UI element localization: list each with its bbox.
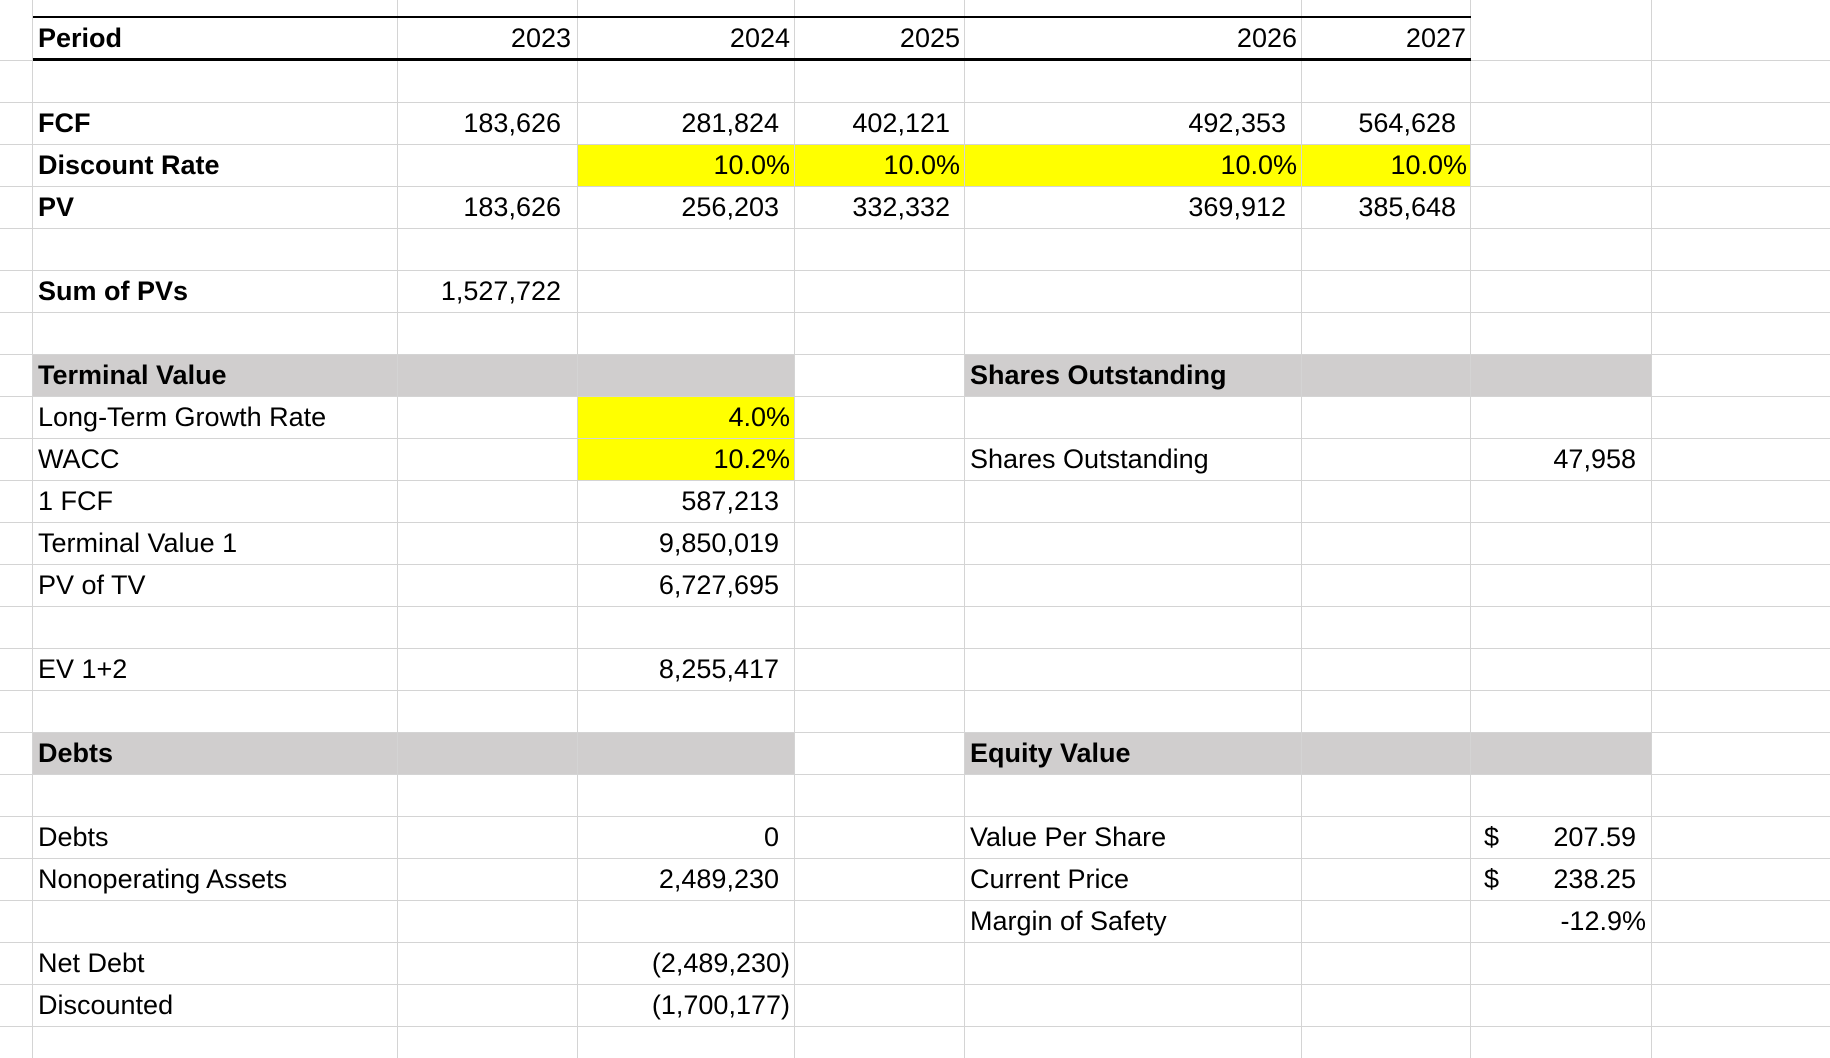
margin-of-safety-label[interactable]: Margin of Safety xyxy=(970,906,1167,936)
grid-line xyxy=(0,606,1830,607)
fcf-2025[interactable]: 402,121 xyxy=(852,108,950,138)
equity-value-header[interactable]: Equity Value xyxy=(970,738,1131,768)
sum-of-pvs-value[interactable]: 1,527,722 xyxy=(440,276,561,306)
pv-2024[interactable]: 256,203 xyxy=(681,192,779,222)
pv-2027[interactable]: 385,648 xyxy=(1358,192,1456,222)
margin-of-safety-value[interactable]: -12.9% xyxy=(1560,906,1646,936)
nonoperating-assets-label[interactable]: Nonoperating Assets xyxy=(38,864,288,894)
year-2026[interactable]: 2026 xyxy=(1236,23,1297,53)
sum-of-pvs-label[interactable]: Sum of PVs xyxy=(38,276,189,306)
ev-value[interactable]: 8,255,417 xyxy=(658,654,779,684)
debts-value[interactable]: 0 xyxy=(763,822,779,852)
net-debt-label[interactable]: Net Debt xyxy=(38,948,145,978)
grid-line xyxy=(0,312,1830,313)
year-2023[interactable]: 2023 xyxy=(510,23,571,53)
pv-2026[interactable]: 369,912 xyxy=(1188,192,1286,222)
shares-outstanding-label[interactable]: Shares Outstanding xyxy=(970,444,1209,474)
grid-line xyxy=(0,774,1830,775)
pv-of-tv-value[interactable]: 6,727,695 xyxy=(658,570,779,600)
fcf-2026[interactable]: 492,353 xyxy=(1188,108,1286,138)
debts-header[interactable]: Debts xyxy=(38,738,114,768)
net-debt-value[interactable]: (2,489,230) xyxy=(651,948,790,978)
pv-label[interactable]: PV xyxy=(38,192,75,222)
discount-rate-2027[interactable]: 10.0% xyxy=(1390,150,1467,180)
grid-line xyxy=(0,1026,1830,1027)
terminal-value-header[interactable]: Terminal Value xyxy=(38,360,227,390)
current-price-label[interactable]: Current Price xyxy=(970,864,1130,894)
discounted-label[interactable]: Discounted xyxy=(38,990,174,1020)
growth-rate-label[interactable]: Long-Term Growth Rate xyxy=(38,402,327,432)
value-per-share-currency[interactable]: $ xyxy=(1484,822,1500,852)
fcf1-label[interactable]: 1 FCF xyxy=(38,486,114,516)
pv-2025[interactable]: 332,332 xyxy=(852,192,950,222)
debts-label[interactable]: Debts xyxy=(38,822,109,852)
wacc-label[interactable]: WACC xyxy=(38,444,120,474)
fcf-2023[interactable]: 183,626 xyxy=(463,108,561,138)
pv-of-tv-label[interactable]: PV of TV xyxy=(38,570,146,600)
wacc-value[interactable]: 10.2% xyxy=(713,444,790,474)
year-2025[interactable]: 2025 xyxy=(899,23,960,53)
growth-rate-value[interactable]: 4.0% xyxy=(728,402,790,432)
shares-outstanding-value[interactable]: 47,958 xyxy=(1553,444,1636,474)
grid-line xyxy=(0,228,1830,229)
value-per-share-value[interactable]: 207.59 xyxy=(1553,822,1636,852)
nonoperating-assets-value[interactable]: 2,489,230 xyxy=(658,864,779,894)
year-2027[interactable]: 2027 xyxy=(1405,23,1466,53)
fcf-label[interactable]: FCF xyxy=(38,108,91,138)
fcf-2027[interactable]: 564,628 xyxy=(1358,108,1456,138)
terminal-value-1-value[interactable]: 9,850,019 xyxy=(658,528,779,558)
ev-label[interactable]: EV 1+2 xyxy=(38,654,128,684)
grid-line xyxy=(0,690,1830,691)
current-price-value[interactable]: 238.25 xyxy=(1553,864,1636,894)
value-per-share-label[interactable]: Value Per Share xyxy=(970,822,1167,852)
period-label[interactable]: Period xyxy=(38,23,123,53)
discount-rate-label[interactable]: Discount Rate xyxy=(38,150,220,180)
current-price-currency[interactable]: $ xyxy=(1484,864,1500,894)
terminal-value-1-label[interactable]: Terminal Value 1 xyxy=(38,528,238,558)
shares-outstanding-header[interactable]: Shares Outstanding xyxy=(970,360,1227,390)
discount-rate-2024[interactable]: 10.0% xyxy=(713,150,790,180)
fcf1-value[interactable]: 587,213 xyxy=(681,486,779,516)
fcf-2024[interactable]: 281,824 xyxy=(681,108,779,138)
discount-rate-2025[interactable]: 10.0% xyxy=(883,150,960,180)
discounted-value[interactable]: (1,700,177) xyxy=(651,990,790,1020)
year-2024[interactable]: 2024 xyxy=(729,23,790,53)
pv-2023[interactable]: 183,626 xyxy=(463,192,561,222)
discount-rate-2026[interactable]: 10.0% xyxy=(1220,150,1297,180)
